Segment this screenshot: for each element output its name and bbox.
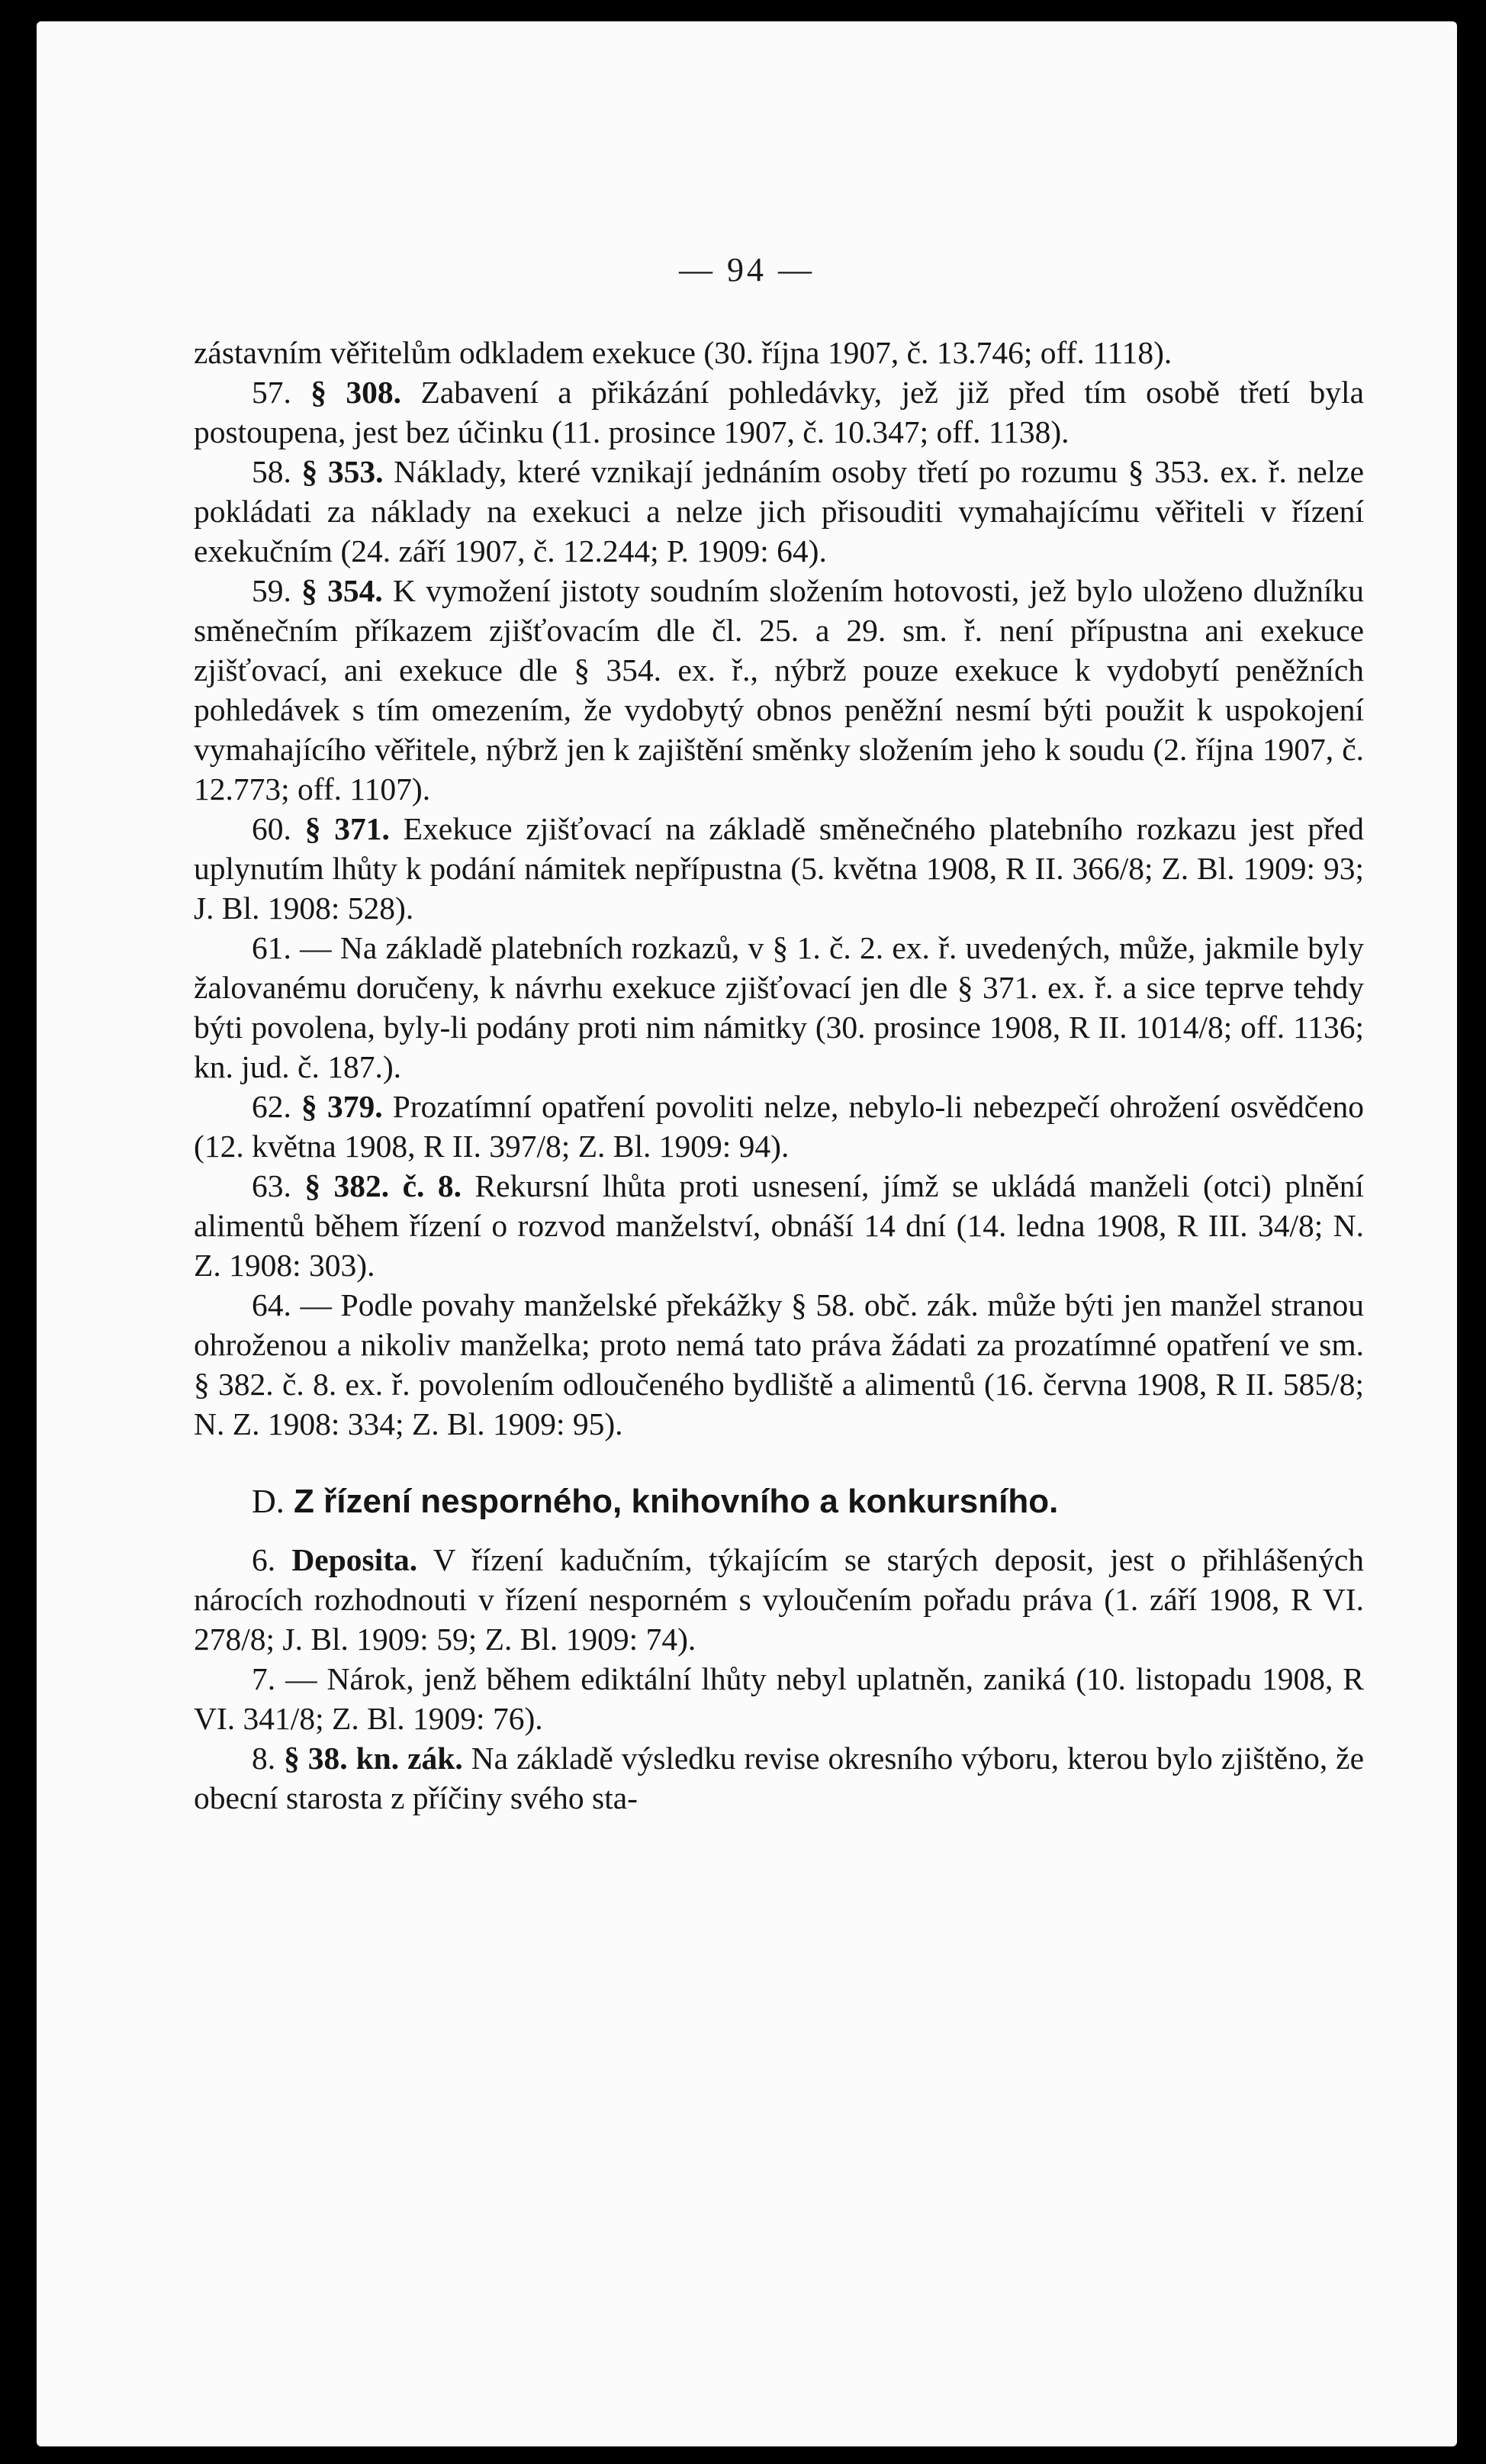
paragraph-number: 64. — (252, 1287, 341, 1322)
paragraph-64 (194, 1285, 1364, 1444)
section-heading (194, 1482, 1364, 1522)
paragraph-text: Na základě výsledku revise okresního výboru, kterou bylo zjištěno, že obecní starosta z příčiny svého sta- (194, 1741, 1365, 1815)
section-reference: § 354. (301, 573, 383, 608)
paragraph-8 (194, 1738, 1364, 1818)
paragraph-text: Na základě platebních rozkazů, v § 1. č. 2. ex. ř. uvedených, může, jakmile byly žalovanému doručeny, k návrhu exekuce zjišťovací jen dle § 371. ex. ř. a sice teprve tehdy býti povolena, byly-li podány proti nim námitky (30. prosince 1908, R II. 1014/8; off. 1136; kn. jud. č. 187.). (194, 930, 1364, 1084)
paragraph-57 (194, 372, 1364, 452)
section-reference: § 308. (310, 375, 402, 410)
paragraph-number: 57. (252, 375, 311, 410)
paragraph-number: 58. (252, 454, 302, 489)
paragraph-62 (194, 1087, 1364, 1166)
paragraph-6 (194, 1540, 1364, 1659)
section-reference: § 382. č. 8. (304, 1168, 462, 1203)
paragraph-7 (194, 1659, 1364, 1738)
paragraph-text: Nárok, jenž během ediktální lhůty nebyl uplatněn, zaniká (10. listopadu 1908, R VI. 341/8; Z. Bl. 1909: 76). (194, 1661, 1364, 1736)
paragraph-text: zástavním věřitelům odkladem exekuce (30. října 1907, č. 13.746; off. 1118). (194, 335, 1172, 370)
paragraph-text: Prozatímní opatření povoliti nelze, nebylo-li nebezpečí ohrožení osvědčeno (12. května 1908, R II. 397/8; Z. Bl. 1909: 94). (194, 1089, 1365, 1164)
paragraph-60 (194, 809, 1364, 928)
paragraph-number: 59. (252, 573, 302, 608)
paragraph-text: Náklady, které vznikají jednáním osoby třetí po rozumu § 353. ex. ř. nelze pokládati za náklady na exekuci a nelze jich přisouditi vymahajícímu věřiteli v řízení exekučním (24. září 1907, č. 12.244; P. 1909: 64). (194, 454, 1364, 568)
section-letter: D. (252, 1483, 285, 1520)
paragraph-text: Rekursní lhůta proti usnesení, jímž se ukládá manželi (otci) plnění alimentů během řízení o rozvod manželství, obnáší 14 dní (14. ledna 1908, R III. 34/8; N. Z. 1908: 303). (194, 1168, 1365, 1283)
section-reference: § 371. (304, 811, 390, 846)
paragraph-number: 61. — (252, 930, 340, 965)
paragraph-number: 6. (252, 1542, 292, 1577)
paragraph-59 (194, 571, 1364, 809)
section-reference: § 38. kn. zák. (284, 1741, 463, 1776)
paragraph-58 (194, 452, 1364, 571)
paragraph-text: Exekuce zjišťovací na základě směnečného platebního rozkazu jest před uplynutím lhůty k podání námitek nepřípustna (5. května 1908, R II. 366/8; Z. Bl. 1909: 93; J. Bl. 1908: 528). (194, 811, 1365, 926)
paragraph-text: Zabavení a přikázání pohledávky, jež již před tím osobě třetí byla postoupena, jest bez účinku (11. prosince 1907, č. 10.347; off. 1138). (194, 375, 1365, 449)
section-title: Z řízení nesporného, knihovního a konkursního. (294, 1483, 1059, 1520)
paragraph-text: K vymožení jistoty soudním složením hotovosti, jež bylo uloženo dlužníku směnečním příkazem zjišťovacím dle čl. 25. a 29. sm. ř. není přípustna ani exekuce zjišťovací, ani exekuce dle § 354. ex. ř., nýbrž pouze exekuce k vydobytí peněžních pohledávek s tím omezením, že vydobytý obnos peněžní nesmí býti použit k uspokojení vymahajícího věřitele, nýbrž jen k zajištění směnky složením jeho k soudu (2. října 1907, č. 12.773; off. 1107). (194, 573, 1365, 807)
section-reference: § 353. (301, 454, 384, 489)
paragraph-continued (194, 333, 1364, 372)
paragraph-text: V řízení kadučním, týkajícím se starých deposit, jest o přihlášených nárocích rozhodnouti v řízení nesporném s vyloučením pořadu práva (1. září 1908, R VI. 278/8; J. Bl. 1909: 59; Z. Bl. 1909: 74). (194, 1542, 1364, 1657)
page-number: — 94 — (679, 251, 815, 288)
paragraph-number: 7. — (252, 1661, 327, 1696)
section-reference: Deposita. (291, 1542, 418, 1577)
paragraph-number: 60. (252, 811, 305, 846)
paragraph-61 (194, 928, 1364, 1087)
section-reference: § 379. (301, 1089, 383, 1124)
paragraph-63 (194, 1166, 1364, 1285)
paragraph-number: 63. (252, 1168, 305, 1203)
paragraph-number: 62. (252, 1089, 302, 1124)
paragraph-number: 8. (252, 1741, 285, 1776)
document-page (37, 21, 1457, 2446)
paragraph-text: Podle povahy manželské překážky § 58. obč. zák. může býti jen manžel stranou ohroženou a nikoliv manželka; proto nemá tato práva žádati za prozatímné opatření ve sm. § 382. č. 8. ex. ř. povolením odloučeného bydliště a alimentů (16. června 1908, R II. 585/8; N. Z. 1908: 334; Z. Bl. 1909: 95). (194, 1287, 1365, 1441)
body-text (194, 333, 1364, 1818)
